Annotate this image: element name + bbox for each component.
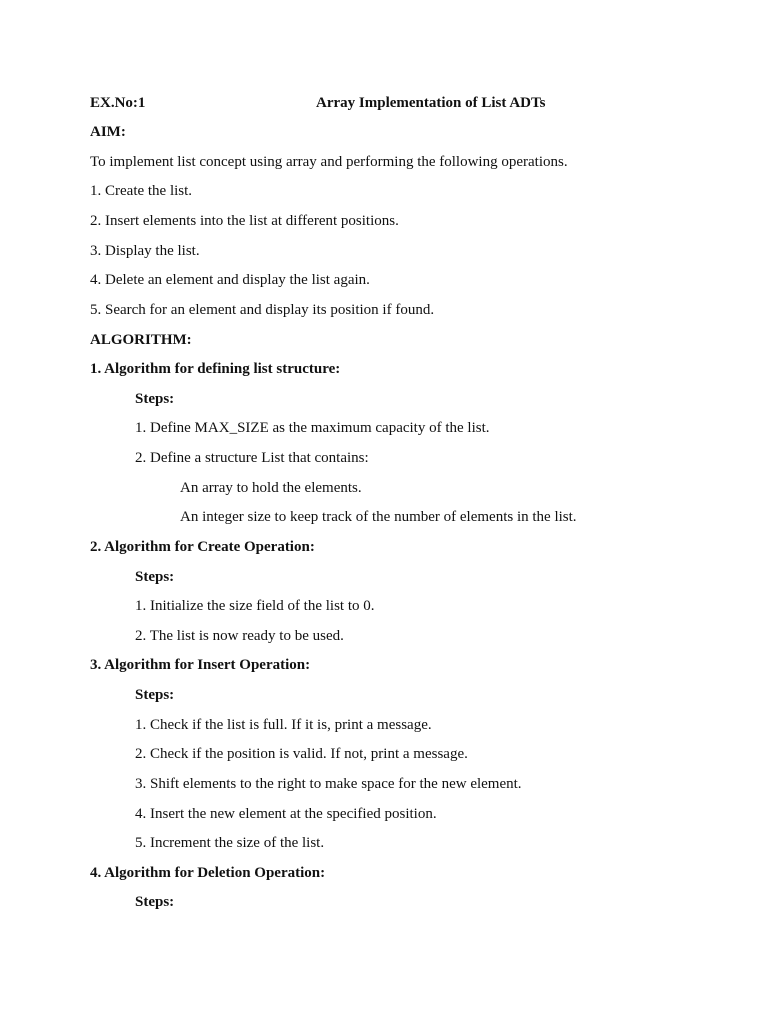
section-title: 4. Algorithm for Deletion Operation: [90, 865, 326, 881]
step-item: 1. Check if the list is full. If it is, print a message. [135, 717, 432, 733]
step-item: 2. The list is now ready to be used. [135, 628, 344, 644]
steps-label: Steps: [135, 391, 175, 407]
sub-item: An integer size to keep track of the number of elements in the list. [180, 509, 577, 525]
step-item: 5. Increment the size of the list. [135, 835, 325, 851]
step-item: 2. Define a structure List that contains: [135, 450, 369, 466]
aim-item: 2. Insert elements into the list at different positions. [90, 213, 399, 229]
step-item: 4. Insert the new element at the specified position. [135, 806, 437, 822]
step-item: 1. Define MAX_SIZE as the maximum capacity of the list. [135, 420, 490, 436]
step-item: 1. Initialize the size field of the list to 0. [135, 598, 375, 614]
aim-heading: AIM: [90, 124, 126, 140]
section-title: 3. Algorithm for Insert Operation: [90, 657, 311, 673]
steps-label: Steps: [135, 687, 175, 703]
section-title: 1. Algorithm for defining list structure: [90, 361, 341, 377]
section-title: 2. Algorithm for Create Operation: [90, 539, 315, 555]
aim-item: 1. Create the list. [90, 183, 193, 199]
aim-intro: To implement list concept using array and performing the following operations. [90, 154, 568, 170]
step-item: 3. Shift elements to the right to make space for the new element. [135, 776, 522, 792]
aim-item: 5. Search for an element and display its position if found. [90, 302, 435, 318]
exercise-number: EX.No:1 [90, 95, 146, 111]
algorithm-heading: ALGORITHM: [90, 332, 192, 348]
steps-label: Steps: [135, 569, 175, 585]
steps-label: Steps: [135, 894, 175, 910]
sub-item: An array to hold the elements. [180, 480, 362, 496]
step-item: 2. Check if the position is valid. If not, print a message. [135, 746, 468, 762]
page-title: Array Implementation of List ADTs [316, 95, 546, 111]
aim-item: 4. Delete an element and display the list again. [90, 272, 370, 288]
aim-item: 3. Display the list. [90, 243, 200, 259]
